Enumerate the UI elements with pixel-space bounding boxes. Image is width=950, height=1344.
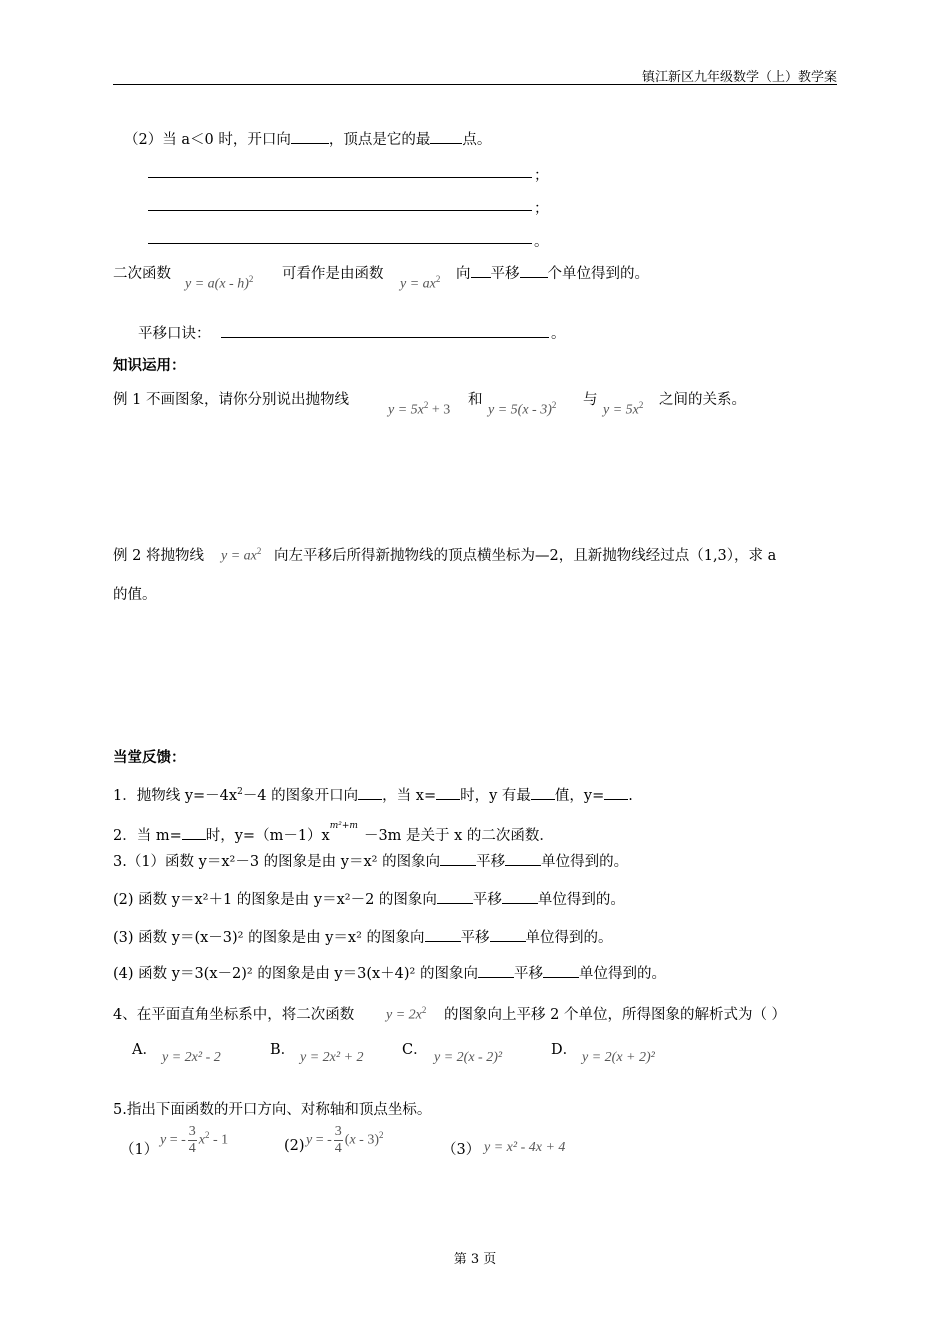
item2-text: （2）当 a＜0 时，开口向 [124, 132, 291, 148]
rhyme-end: 。 [551, 326, 566, 342]
section-title-feedback: 当堂反馈： [113, 750, 186, 766]
q3-3: (3) 函数 y＝(x－3)² 的图象是由 y＝x² 的图象向 平移 单位得到的。 [113, 926, 613, 947]
q1: 1．抛物线 $y=-4x^2-4$ 的图象开口向 ，当 x= 时，y 有最 值，y= . [113, 784, 633, 805]
period: 。 [534, 234, 549, 250]
blank[interactable] [502, 889, 538, 904]
blank[interactable] [437, 889, 473, 904]
section-title-apply: 知识运用： [113, 358, 186, 374]
ex2-lead: 例 2 将抛物线 [113, 548, 204, 564]
blank[interactable] [543, 963, 579, 978]
ex1-formula-2: y = 5(x - 3)$^2$ [488, 400, 557, 418]
blank[interactable] [440, 851, 476, 866]
formula-ax2: $y = ax^2$ [400, 274, 441, 292]
blank[interactable] [291, 129, 329, 144]
option-b-formula: y = 2x² + 2 [300, 1050, 364, 1065]
option-c-label[interactable]: C． [402, 1042, 428, 1058]
blank[interactable] [604, 785, 628, 800]
q5-part1-label: （1） [120, 1142, 159, 1158]
q3-4: (4) 函数 y＝3(x－2)² 的图象是由 y＝3(x＋4)² 的图象向 平移 单位得到的。 [113, 962, 666, 983]
answer-line-3[interactable] [148, 243, 532, 244]
shift-tail: 向 平移 个单位得到的。 [456, 262, 649, 283]
q4-formula: $y = 2x^2$ [386, 1005, 427, 1023]
ex2-formula: $y = ax^2$ [221, 546, 262, 564]
ex2-text: 向左平移后所得新抛物线的顶点横坐标为—2，且新抛物线经过点（1,3），求 a [274, 548, 777, 564]
blank[interactable] [520, 263, 548, 278]
blank[interactable] [478, 963, 514, 978]
q5-part2-label: (2) [284, 1138, 305, 1154]
blank[interactable] [182, 825, 206, 840]
item2-end: 点。 [462, 132, 492, 148]
ex1-end: 之间的关系。 [659, 392, 746, 408]
q5-part3-label: （3） [442, 1142, 481, 1158]
option-d-label[interactable]: D． [551, 1042, 578, 1058]
option-c-formula: y = 2(x - 2)² [434, 1050, 503, 1065]
header-rule [113, 84, 837, 85]
rhyme-label: 平移口诀： [138, 326, 211, 342]
q5-formula-1: y = - $\frac{3}{4}$ $x^2 - 1$ [160, 1124, 229, 1156]
q5-formula-2: y = - $\frac{3}{4}$ (x - 3)$^2$ [306, 1124, 384, 1156]
semicolon: ； [534, 201, 549, 217]
shift-lead: 二次函数 [113, 266, 171, 282]
blank[interactable] [490, 927, 526, 942]
ex1-with: 与 [583, 392, 598, 408]
item2-mid: ，顶点是它的最 [328, 132, 431, 148]
option-d-formula: y = 2(x + 2)² [582, 1050, 655, 1065]
q4-lead: 4、在平面直角坐标系中，将二次函数 [113, 1007, 355, 1023]
header-title: 镇江新区九年级数学（上）教学案 [641, 70, 837, 85]
q3-2: (2) 函数 y＝x²＋1 的图象是由 y＝x²－2 的图象向 平移 单位得到的。 [113, 888, 625, 909]
blank[interactable] [531, 785, 555, 800]
item2-line [124, 128, 491, 149]
shift-mid: 可看作是由函数 [282, 266, 384, 282]
ex1-formula-3: $y = 5x^2$ [603, 400, 644, 418]
blank[interactable] [430, 129, 462, 144]
q4-tail: 的图象向上平移 2 个单位，所得图象的解析式为（ ） [444, 1007, 787, 1023]
answer-line-2[interactable] [148, 210, 532, 211]
q2: 2．当 m= 时，$y=(m-1)x^{m^2+m}-3m$ 是关于 x 的二次函数． [113, 821, 554, 844]
semicolon: ； [534, 168, 549, 184]
option-b-label[interactable]: B． [270, 1042, 296, 1058]
option-a-label[interactable]: A． [132, 1042, 157, 1058]
blank[interactable] [505, 851, 541, 866]
ex1-formula-1: $y = 5x^2 + 3$ [388, 400, 451, 418]
page-number: 第 3 页 [453, 1252, 497, 1267]
ex1-text: 例 1 不画图象，请你分别说出抛物线 [113, 392, 349, 408]
blank[interactable] [436, 785, 460, 800]
blank[interactable] [471, 263, 491, 278]
q5-formula-3: y = x² - 4x + 4 [484, 1140, 566, 1155]
blank[interactable] [358, 785, 382, 800]
q5-text: 5.指出下面函数的开口方向、对称轴和顶点坐标。 [113, 1102, 432, 1118]
formula-vertex: y = a(x - h)$^2$ [185, 274, 254, 292]
q3-1: 3.（1）函数 y＝x²－3 的图象是由 y＝x² 的图象向 平移 单位得到的。 [113, 850, 628, 871]
option-a-formula: y = 2x² - 2 [162, 1050, 221, 1065]
rhyme-line[interactable] [221, 337, 549, 338]
blank[interactable] [425, 927, 461, 942]
ex1-and: 和 [468, 392, 483, 408]
answer-line-1[interactable] [148, 177, 532, 178]
ex2-text2: 的值。 [113, 587, 157, 603]
